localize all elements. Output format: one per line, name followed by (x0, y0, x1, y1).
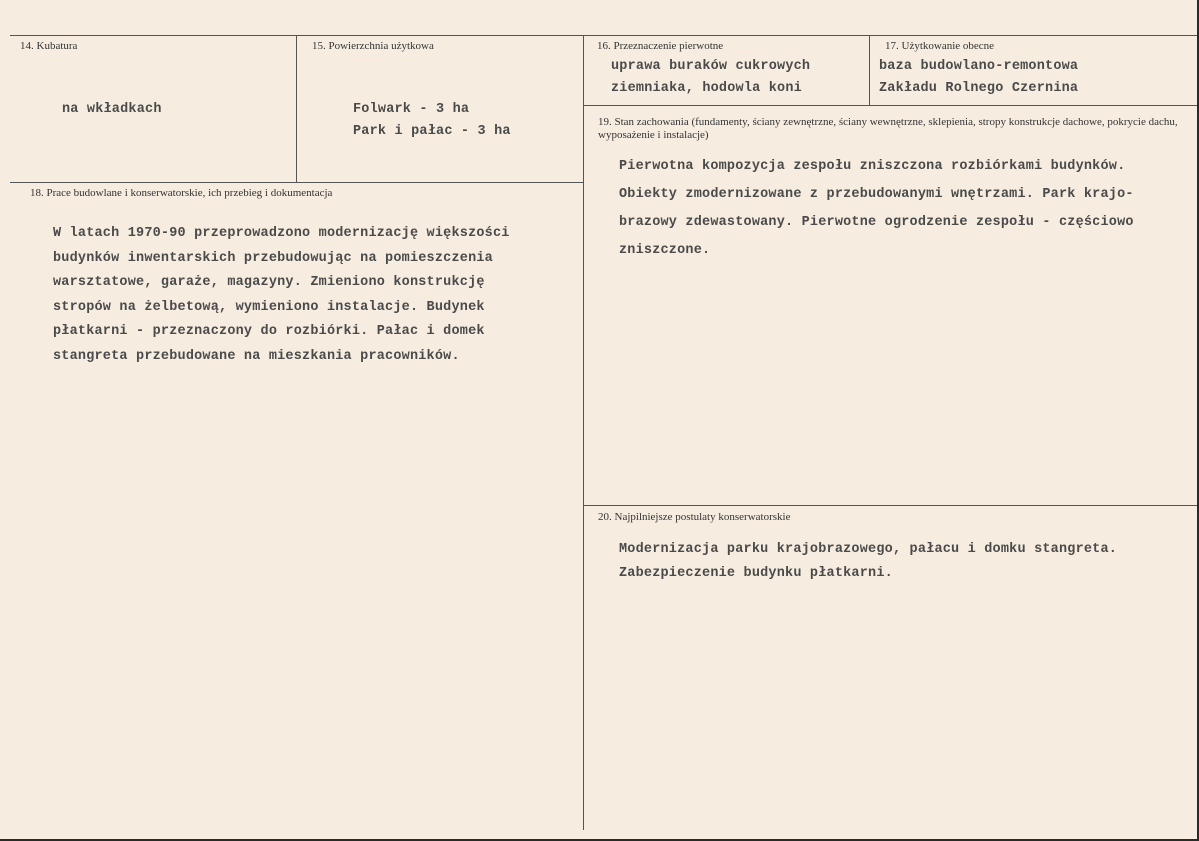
divider-14-18 (10, 182, 583, 183)
field-16-value (611, 56, 810, 100)
field-18-line: warsztatowe, garaże, magazyny. Zmieniono konstrukcję (53, 275, 485, 291)
divider-15-16 (583, 35, 584, 830)
field-18-label: 18. Prace budowlane i konserwatorskie, ich przebieg i dokumentacja (30, 187, 333, 199)
field-19-line: Obiekty zmodernizowane z przebudowanymi wnętrzami. Park krajo- (619, 187, 1134, 202)
divider-19-20 (584, 505, 1197, 506)
field-14-line: na wkładkach (62, 102, 162, 117)
field-20-label: 20. Najpilniejsze postulaty konserwatorskie (598, 511, 791, 523)
field-19-label: 19. Stan zachowania (fundamenty, ściany zewnętrzne, ściany wewnętrzne, sklepienia, stropy konstrukcje dachowe, pokrycie dachu, wyposażenie i instalacje) (598, 116, 1178, 141)
divider-14-15 (296, 35, 297, 182)
field-16-label: 16. Przeznaczenie pierwotne (597, 40, 724, 52)
field-15-label: 15. Powierzchnia użytkowa (312, 40, 434, 52)
field-19-value (619, 153, 1134, 265)
field-14-value (62, 99, 162, 121)
field-14-label: 14. Kubatura (20, 40, 78, 52)
field-20-line: Modernizacja parku krajobrazowego, pałacu i domku stangreta. (619, 542, 1118, 557)
field-17-label: 17. Użytkowanie obecne (885, 40, 995, 52)
field-15-line: Park i pałac - 3 ha (353, 124, 511, 139)
divider-16-19 (584, 105, 1197, 106)
top-border-line (10, 35, 1197, 36)
field-16-line: ziemniaka, hodowla koni (611, 81, 802, 96)
field-19-line: zniszczone. (619, 243, 711, 258)
field-18-line: stangreta przebudowane na mieszkania pracowników. (53, 348, 460, 364)
field-18-line: płatkarni - przeznaczony do rozbiórki. Pałac i domek (53, 324, 485, 340)
divider-16-17 (869, 35, 870, 105)
field-17-value (879, 56, 1078, 100)
field-19-line: brazowy zdewastowany. Pierwotne ogrodzenie zespołu - częściowo (619, 215, 1134, 230)
field-18-line: budynków inwentarskich przebudowując na pomieszczenia (53, 250, 493, 266)
field-20-value (619, 538, 1117, 586)
field-19-line: Pierwotna kompozycja zespołu zniszczona rozbiórkami budynków. (619, 159, 1126, 174)
field-18-line: stropów na żelbetową, wymieniono instalacje. Budynek (53, 299, 485, 315)
field-16-line: uprawa buraków cukrowych (611, 59, 811, 74)
field-17-line: Zakładu Rolnego Czernina (879, 81, 1079, 96)
field-18-line: W latach 1970-90 przeprowadzono modernizację większości (53, 226, 510, 241)
field-15-value (353, 99, 511, 143)
field-20-line: Zabezpieczenie budynku płatkarni. (619, 566, 893, 581)
field-17-line: baza budowlano-remontowa (879, 59, 1079, 74)
field-15-line: Folwark - 3 ha (353, 102, 470, 117)
field-18-value (53, 222, 510, 370)
